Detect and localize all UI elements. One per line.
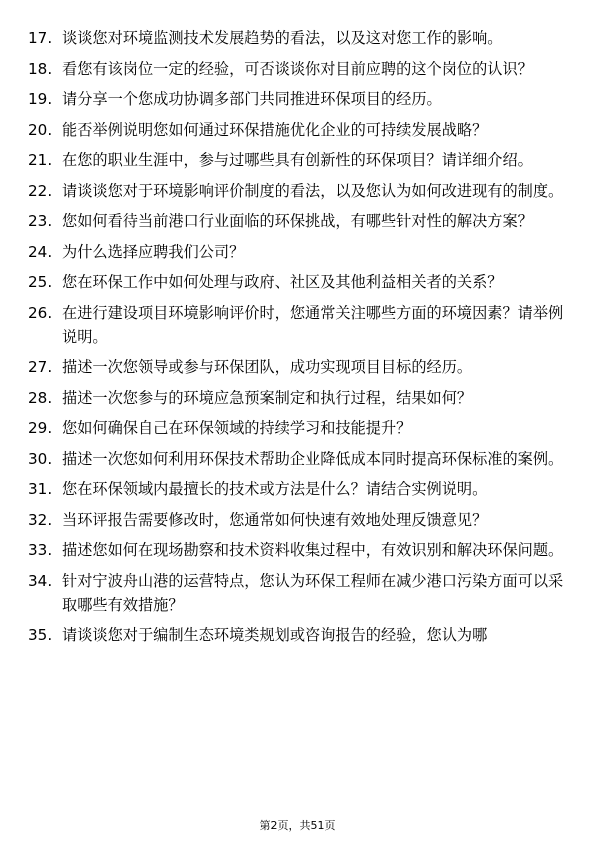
question-text: 看您有该岗位一定的经验，可否谈谈你对目前应聘的这个岗位的认识？ <box>62 59 533 78</box>
question-number: 29. <box>28 419 53 437</box>
question-item <box>28 355 573 379</box>
question-item <box>28 447 573 471</box>
question-number: 27. <box>28 358 53 376</box>
question-text: 请谈谈您对于环境影响评价制度的看法，以及您认为如何改进现有的制度。 <box>62 181 564 200</box>
question-item <box>28 623 573 647</box>
question-text: 描述一次您如何利用环保技术帮助企业降低成本同时提高环保标准的案例。 <box>62 449 564 468</box>
question-item <box>28 538 573 562</box>
page-footer: 第2页，共51页 <box>259 819 336 832</box>
question-text: 针对宁波舟山港的运营特点，您认为环保工程师在减少港口污染方面可以采取哪些有效措施？ <box>62 571 564 614</box>
question-number: 22. <box>28 181 53 200</box>
question-text: 在进行建设项目环境影响评价时，您通常关注哪些方面的环境因素？请举例说明。 <box>62 303 564 346</box>
question-item <box>28 26 573 50</box>
question-number: 32. <box>28 510 53 529</box>
question-text: 您在环保工作中如何处理与政府、社区及其他利益相关者的关系？ <box>62 273 503 291</box>
question-number: 28. <box>28 388 53 407</box>
question-text: 请谈谈您对于编制生态环境类规划或咨询报告的经验，您认为哪 <box>62 626 488 644</box>
question-text: 您如何看待当前港口行业面临的环保挑战，有哪些针对性的解决方案？ <box>62 212 533 230</box>
question-number: 19. <box>28 90 53 108</box>
question-item <box>28 240 573 264</box>
question-item <box>28 416 573 440</box>
question-number: 20. <box>28 120 53 139</box>
question-text: 描述一次您参与的环境应急预案制定和执行过程，结果如何？ <box>62 388 473 407</box>
question-text: 描述一次您领导或参与环保团队，成功实现项目目标的经历。 <box>62 358 473 376</box>
question-item <box>28 386 573 410</box>
question-text: 能否举例说明您如何通过环保措施优化企业的可持续发展战略？ <box>62 120 488 139</box>
question-text: 您在环保领域内最擅长的技术或方法是什么？请结合实例说明。 <box>62 480 488 498</box>
question-text: 为什么选择应聘我们公司？ <box>62 242 245 261</box>
question-item <box>28 508 573 532</box>
question-number: 33. <box>28 541 53 559</box>
question-number: 26. <box>28 303 53 322</box>
question-item <box>28 148 573 172</box>
question-text: 谈谈您对环境监测技术发展趋势的看法，以及这对您工作的影响。 <box>62 29 503 47</box>
question-number: 18. <box>28 59 53 78</box>
question-number: 34. <box>28 571 53 590</box>
question-text: 在您的职业生涯中，参与过哪些具有创新性的环保项目？请详细介绍。 <box>62 151 533 169</box>
question-item <box>28 301 573 349</box>
question-number: 17. <box>28 29 53 47</box>
question-number: 24. <box>28 242 53 261</box>
question-item <box>28 569 573 617</box>
question-item <box>28 179 573 203</box>
question-item <box>28 209 573 233</box>
question-number: 25. <box>28 273 53 291</box>
question-text: 请分享一个您成功协调多部门共同推进环保项目的经历。 <box>62 90 442 108</box>
question-text: 您如何确保自己在环保领域的持续学习和技能提升？ <box>62 419 412 437</box>
question-number: 23. <box>28 212 53 230</box>
question-number: 35. <box>28 626 53 644</box>
question-item <box>28 477 573 501</box>
question-number: 21. <box>28 151 53 169</box>
question-item <box>28 118 573 142</box>
question-text: 描述您如何在现场勘察和技术资料收集过程中，有效识别和解决环保问题。 <box>62 541 564 559</box>
question-item <box>28 87 573 111</box>
question-list <box>28 26 573 654</box>
question-number: 30. <box>28 449 53 468</box>
question-text: 当环评报告需要修改时，您通常如何快速有效地处理反馈意见？ <box>62 510 488 529</box>
question-number: 31. <box>28 480 53 498</box>
question-item <box>28 270 573 294</box>
question-item <box>28 57 573 81</box>
